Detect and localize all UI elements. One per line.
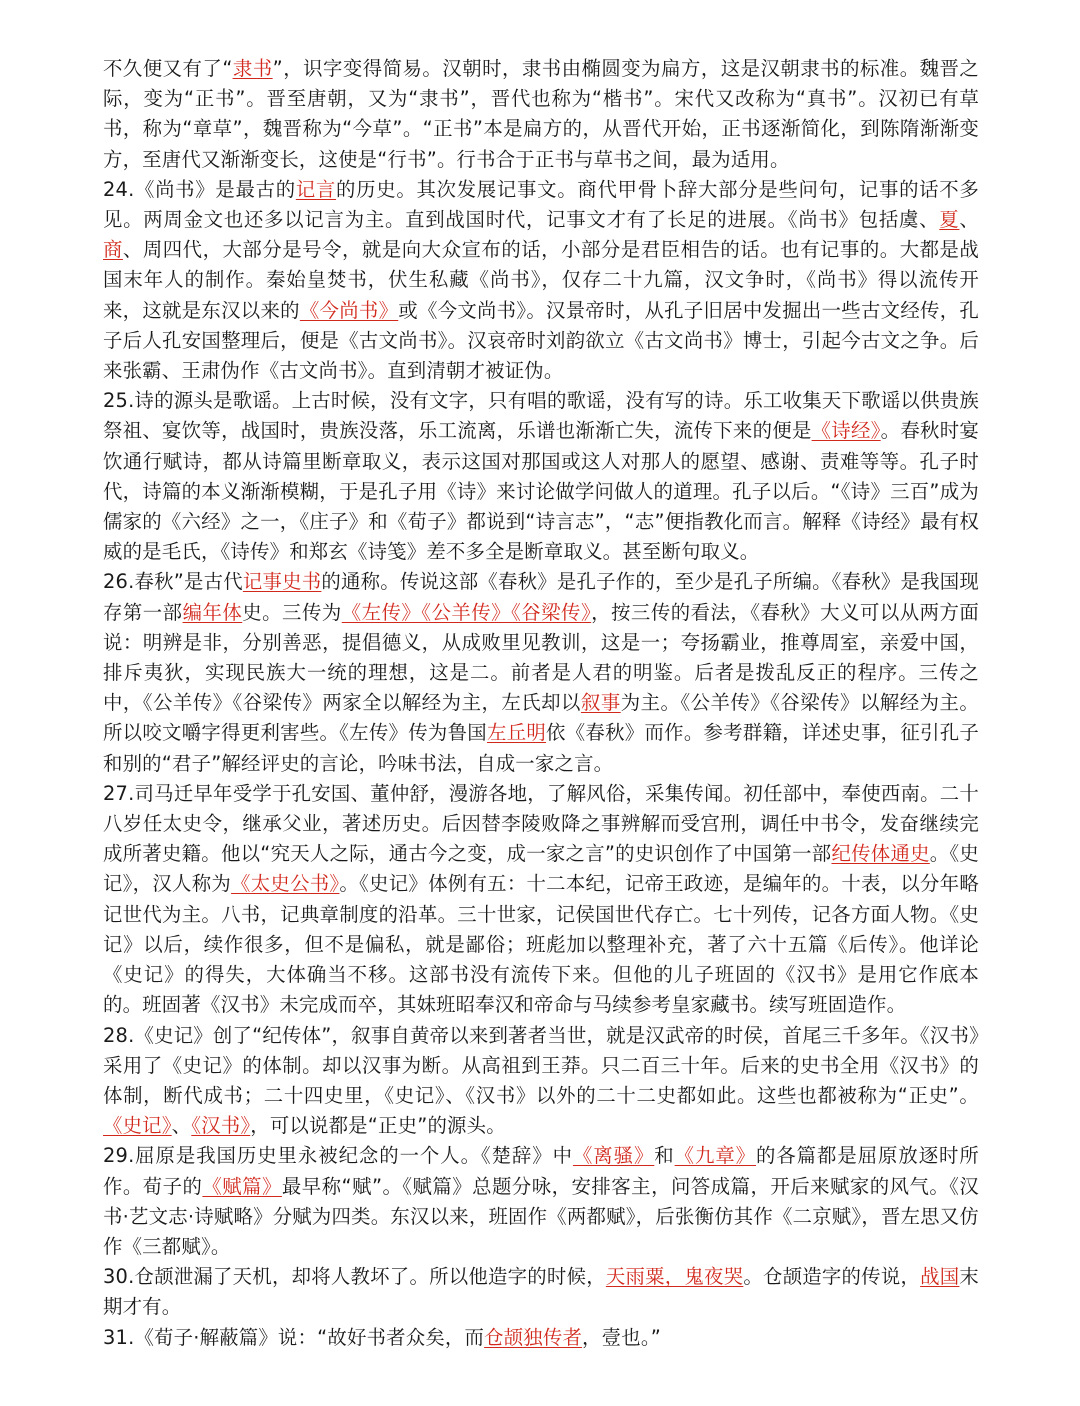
text-run: 26.春秋”是古代 — [103, 570, 243, 594]
text-run: ”，识字变得简易。汉朝时，隶书由椭圆变为扁方，这是汉朝隶书的标准。魏晋之际，变为“正书”。晋至唐朝，又为“隶书”，晋代也称为“楷书”。宋代又改称为“真书”。汉初已有草书，称为“章草”，魏晋称为“今草”。“正书”本是扁方的，从晋代开始，正书逐渐简化，到陈隋渐渐变方，至唐代又渐渐变长，这使是“行书”。行书合于正书与草书之间，最为适用。 — [103, 57, 979, 171]
highlighted-term: 记言 — [295, 177, 337, 201]
highlighted-term: 天雨粟，鬼夜哭 — [605, 1265, 744, 1289]
text-run: 依《春秋》而作。参考群籍，详述史事，征引孔子和别的“君子”解经评史的言论，吟味书法，自成一家之言。 — [103, 721, 979, 775]
highlighted-term: 仓颉独传者 — [484, 1325, 583, 1349]
highlighted-term: 编年体 — [182, 600, 243, 624]
text-run: 27.司马迁早年受学于孔安国、董仲舒，漫游各地，了解风俗，采集传闻。初任部中，奉使西南。二十八岁任太史令，继承父业，著述历史。后因替李陵败降之事辨解而受宫刑，调任中书令，发奋继续完成所著史籍。他以“究天人之际，通古今之变，成一家之言”的史识创作了中国第一部 — [103, 781, 979, 866]
text-run: 的各篇都是屈原放逐时所作。荀子的 — [103, 1144, 979, 1198]
highlighted-term: 《今尚书》 — [299, 298, 399, 322]
text-run: 28.《史记》创了“纪传体”，叙事自黄帝以来到著者当世，就是汉武帝的时侯，首尾三千多年。《汉书》采用了《史记》的体制。却以汉事为断。从高祖到王莽。只二百三十年。后来的史书全用《汉书》的体制，断代成书；二十四史里，《史记》、《汉书》以外的二十二史都如此。这些也都被称为“正史”。 — [103, 1023, 979, 1107]
text-run: 末期才有。 — [103, 1265, 979, 1319]
text-run: 30.仓颉泄漏了天机，却将人教坏了。所以他造字的时候， — [103, 1265, 606, 1289]
text-run: 和 — [654, 1144, 675, 1168]
text-run: 25.诗的源头是歌谣。上古时候，没有文字，只有唱的歌谣，没有写的诗。乐工收集天下歌谣以供贵族祭祖、宴饮等，战国时，贵族没落，乐工流离，乐谱也渐渐亡失，流传下来的便是 — [103, 389, 979, 443]
text-run: 。《史记》体例有五：十二本纪，记帝王政迹，是编年的。十表，以分年略记世代为主。八书，记典章制度的沿革。三十世家，记侯国世代存亡。七十列传，记各方面人物。《史记》以后，续作很多，但不是偏私，就是鄙俗；班彪加以整理补充，著了六十五篇《后传》。他详论《史记》的得失，大体确当不移。这部书没有流传下来。但他的儿子班固的《汉书》是用它作底本的。班固著《汉书》未完成而卒，其妹班昭奉汉和帝命与马续参考皇家藏书。续写班固造作。 — [103, 872, 979, 1017]
text-run: 31.《荀子·解蔽篇》说：“故好书者众矣，而 — [103, 1325, 485, 1349]
text-run: 、周四代，大部分是号令，就是向大众宣布的话，小部分是君臣相告的话。也有记事的。大都是战国末年人的制作。秦始皇焚书，伏生私藏《尚书》，仅存二十九篇，汉文争时，《尚书》得以流传开来，这就是东汉以来的 — [103, 238, 979, 322]
paragraph — [103, 1262, 979, 1322]
study-notes-document — [103, 54, 979, 1353]
text-run: 。仓颉造字的传说， — [743, 1265, 921, 1289]
paragraph — [103, 567, 979, 778]
paragraph — [103, 779, 979, 1021]
highlighted-term: 叙事 — [580, 691, 621, 715]
text-run: 。《史记》，汉人称为 — [103, 842, 979, 896]
text-run: 或《今文尚书》。汉景帝时，从孔子旧居中发掘出一些古文经传，孔子后人孔安国整理后，便是《古文尚书》。汉哀帝时刘韵欲立《古文尚书》博士，引起今古文之争。后来张霸、王肃伪作《古文尚书》。直到清朝才被证伪。 — [103, 298, 979, 383]
text-run: ，按三传的看法，《春秋》大义可以从两方面说：明辨是非，分别善恶，提倡德义，从成败里见教训，这是一；夸扬霸业，推尊周室，亲爱中国，排斥夷狄，实现民族大一统的理想，这是二。前者是人君的明鉴。后者是拨乱反正的程序。三传之中，《公羊传》《谷梁传》两家全以解经为主，左氏却以 — [103, 600, 979, 715]
text-run: ，可以说都是“正史”的源头。 — [250, 1114, 506, 1138]
highlighted-term: 商 — [103, 238, 123, 262]
text-run: 最早称“赋”。《赋篇》总题分咏，安排客主，问答成篇，开后来赋家的风气。《汉书·艺文志·诗赋略》分赋为四类。东汉以来，班固作《两都赋》，后张衡仿其作《二京赋》，晋左思又仿作《三都赋》。 — [103, 1174, 979, 1258]
highlighted-term: 记事史书 — [242, 570, 322, 594]
text-run: 、 — [959, 208, 980, 232]
text-run: 、 — [171, 1114, 192, 1138]
paragraph — [103, 54, 979, 175]
highlighted-term: 《赋篇》 — [202, 1174, 282, 1198]
text-run: 。春秋时宴饮通行赋诗，都从诗篇里断章取义，表示这国对那国或这人对那人的愿望、感谢、责难等等。孔子时代，诗篇的本义渐渐模糊，于是孔子用《诗》来讨论做学问做人的道理。孔子以后。“《诗》三百”成为儒家的《六经》之一，《庄子》和《荀子》都说到“诗言志”，“志”便指教化而言。解释《诗经》最有权威的是毛氏，《诗传》和郑玄《诗笺》差不多全是断章取义。甚至断句取义。 — [103, 419, 979, 564]
highlighted-term: 战国 — [920, 1265, 960, 1289]
paragraph — [103, 1021, 979, 1142]
highlighted-term: 《九章》 — [674, 1144, 756, 1168]
highlighted-term: 《离骚》 — [572, 1144, 655, 1168]
highlighted-term: 隶书 — [232, 57, 273, 80]
text-run: 的历史。其次发展记事文。商代甲骨卜辞大部分是些问句，记事的话不多见。两周金文也还多以记言为主。直到战国时代，记事文才有了长足的进展。《尚书》包括虞、 — [103, 177, 979, 232]
text-run: 的通称。传说这部《春秋》是孔子作的，至少是孔子所编。《春秋》是我国现存第一部 — [103, 570, 979, 624]
text-run: 24.《尚书》是最古的 — [103, 177, 296, 201]
highlighted-term: 《史记》 — [103, 1114, 172, 1138]
paragraph — [103, 1323, 979, 1353]
text-run: 不久便又有了“ — [103, 57, 233, 80]
text-run: 为主。《公羊传》《谷梁传》以解经为主。所以咬文嚼字得更利害些。《左传》传为鲁国 — [103, 691, 979, 745]
text-run: 史。三传为 — [242, 600, 342, 624]
text-run: ，壹也。” — [582, 1325, 661, 1349]
highlighted-term: 《左传》《公羊传》《谷梁传》 — [341, 600, 592, 624]
paragraph — [103, 386, 979, 567]
highlighted-term: 《诗经》 — [811, 419, 881, 443]
highlighted-term: 《太史公书》 — [231, 872, 340, 896]
highlighted-term: 纪传体通史 — [831, 842, 930, 866]
highlighted-term: 夏 — [939, 208, 960, 232]
paragraph — [103, 175, 979, 386]
highlighted-term: 左丘明 — [486, 721, 547, 745]
highlighted-term: 《汉书》 — [191, 1114, 251, 1138]
paragraph — [103, 1141, 979, 1262]
text-run: 29.屈原是我国历史里永被纪念的一个人。《楚辞》中 — [103, 1144, 573, 1168]
